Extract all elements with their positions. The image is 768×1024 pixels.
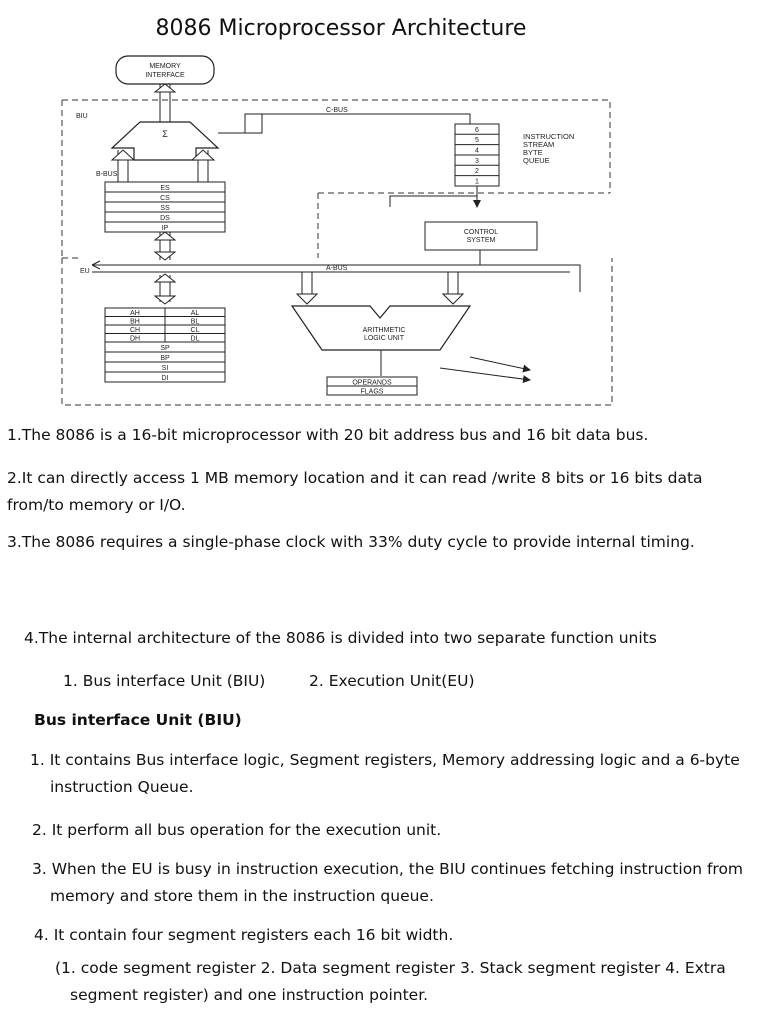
control-system-label-1: CONTROL (463, 229, 499, 236)
unit-biu: 1. Bus interface Unit (BIU) (63, 672, 266, 690)
unit-eu: 2. Execution Unit(EU) (309, 672, 475, 690)
register-bh: BH (130, 318, 140, 326)
page-title: 8086 Microprocessor Architecture (155, 16, 527, 41)
operands-label: OPERANDS (352, 379, 392, 387)
biu-point-2: 2. It perform all bus operation for the execution unit. (32, 821, 442, 839)
register-si: SI (161, 365, 169, 372)
biu-point-1: 1. It contains Bus interface logic, Segment registers, Memory addressing logic and a 6-byte instruction Queue. (30, 751, 740, 796)
queue-label-1: INSTRUCTION (523, 132, 575, 141)
register-ah: AH (130, 310, 140, 317)
register-bp: BP (160, 355, 170, 362)
c-bus-label: C-BUS (326, 107, 348, 114)
a-bus-label: A-BUS (326, 265, 348, 272)
biu-point-4: 4. It contain four segment registers each 16 bit width. (34, 926, 454, 944)
register-di: DI (161, 375, 169, 382)
segment-register: CS (160, 195, 170, 202)
paragraph-3: 3.The 8086 requires a single-phase clock with 33% duty cycle to provide internal timing. (7, 533, 695, 551)
paragraph-4: 4.The internal architecture of the 8086 is divided into two separate function units (24, 629, 657, 647)
queue-byte: 6 (475, 127, 479, 134)
paragraph-2: 2.It can directly access 1 MB memory location and it can read /write 8 bits or 16 bits data from/to memory or I/O. (7, 469, 703, 514)
register-al: AL (190, 310, 200, 317)
memory-interface-box (116, 56, 214, 84)
queue-byte: 4 (475, 147, 479, 155)
alu-label-1: ARITHMETIC (362, 327, 406, 334)
segment-register: ES (160, 185, 170, 192)
biu-point-4-detail: (1. code segment register 2. Data segment register 3. Stack segment register 4. Extra segment register) and one instruction pointer. (55, 959, 726, 1004)
segment-register: DS (160, 215, 170, 222)
biu-heading: Bus interface Unit (BIU) (34, 711, 242, 729)
queue-byte: 5 (475, 137, 479, 144)
flags-label: FLAGS (360, 388, 384, 396)
queue-label-2: STREAM (523, 140, 555, 149)
register-cl: CL (190, 327, 200, 334)
register-ch: CH (129, 327, 141, 334)
register-sp: SP (160, 345, 170, 352)
paragraph-1: 1.The 8086 is a 16-bit microprocessor with 20 bit address bus and 16 bit data bus. (7, 426, 649, 444)
b-bus-label: B-BUS (96, 171, 118, 178)
queue-byte: 3 (475, 158, 479, 165)
register-bl: BL (190, 318, 200, 326)
queue-byte: 2 (475, 168, 479, 175)
biu-label: BIU (76, 113, 88, 120)
architecture-diagram (0, 50, 768, 412)
eu-label: EU (80, 268, 90, 275)
register-dl: DL (190, 335, 200, 343)
queue-label-4: QUEUE (523, 156, 550, 165)
queue-label-3: BYTE (523, 148, 543, 157)
register-dh: DH (129, 335, 141, 343)
control-system-label-2: SYSTEM (466, 237, 496, 244)
segment-register: IP (161, 225, 169, 232)
c-bus (218, 114, 470, 133)
sigma-label: Σ (162, 129, 168, 139)
queue-byte: 1 (475, 178, 479, 186)
alu-label-2: LOGIC UNIT (363, 335, 405, 342)
segment-register: SS (160, 205, 170, 212)
memory-interface-label-1: MEMORY (149, 63, 181, 70)
control-system-box (425, 222, 537, 250)
biu-point-3: 3. When the EU is busy in instruction execution, the BIU continues fetching instruction from memory and store them in the instruction queue. (32, 860, 744, 905)
memory-interface-label-2: INTERFACE (145, 72, 185, 79)
